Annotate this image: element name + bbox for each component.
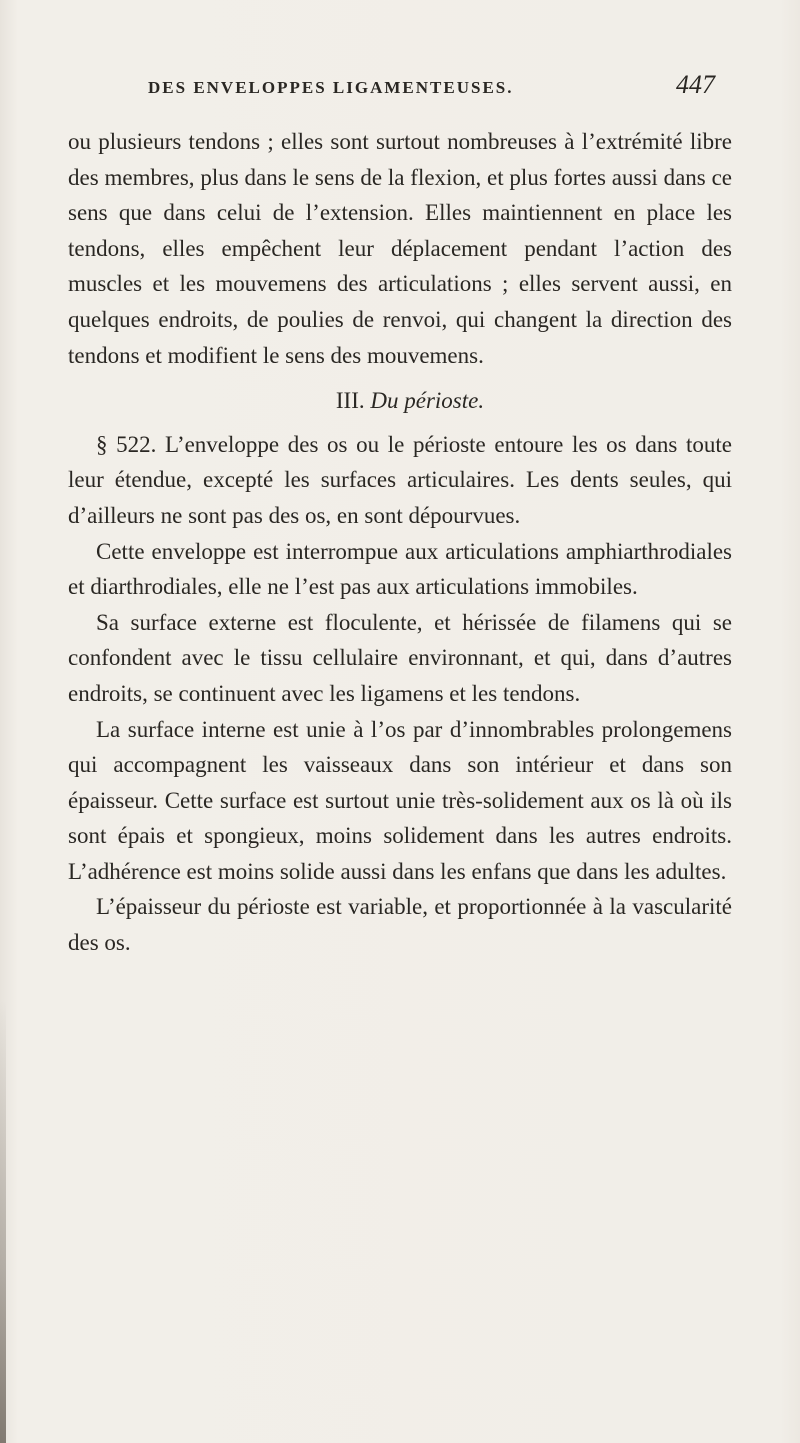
section-title: Du périoste.: [370, 388, 485, 414]
section-number: III.: [335, 388, 365, 414]
paragraph: Cette enveloppe est interrompue aux articulations amphiarthrodiales et diarthrodiales, elle ne l’est pas aux articulations immobiles.: [68, 538, 732, 600]
paragraph: § 522. L’enveloppe des os ou le périoste entoure les os dans toute leur étendue, excepté les surfaces articulaires. Les dents seules, qui d’ailleurs ne sont pas des os, en sont dépourvues.: [68, 431, 732, 528]
paragraph: L’épaisseur du périoste est variable, et proportionnée à la vascularité des os.: [68, 894, 732, 956]
running-head: DES ENVELOPPES LIGAMENTEUSES.: [148, 78, 514, 97]
page-number: 447: [676, 70, 715, 99]
paragraph: Sa surface externe est floculente, et hérissée de filamens qui se confondent avec le tissu cellulaire environnant, et qui, dans d’autres endroits, se continuent avec les ligamens et les tendons.: [68, 609, 732, 706]
page-edge-shadow: [0, 1000, 6, 1443]
paragraph: La surface interne est unie à l’os par d’innombrables prolongemens qui accompagnent les vaisseaux dans son intérieur et dans son épaisseur. Cette surface est surtout unie très-solidement aux os là où ils sont épais et spongieux, moins solidement dans les autres endroits. L’adhérence est moins solide aussi dans les enfans que dans les adultes.: [68, 716, 732, 884]
body-text: [68, 124, 732, 961]
paragraph-continuation: ou plusieurs tendons ; elles sont surtout nombreuses à l’extrémité libre des membres, plus dans le sens de la flexion, et plus fortes aussi dans ce sens que dans celui de l’extension. Elles maintiennent en place les tendons, elles empêchent leur déplacement pendant l’action des muscles et les mouvemens des articulations ; elles servent aussi, en quelques endroits, de poulies de renvoi, qui changent la direction des tendons et modifient le sens des mouvemens.: [68, 129, 732, 368]
section-heading: [68, 383, 732, 419]
